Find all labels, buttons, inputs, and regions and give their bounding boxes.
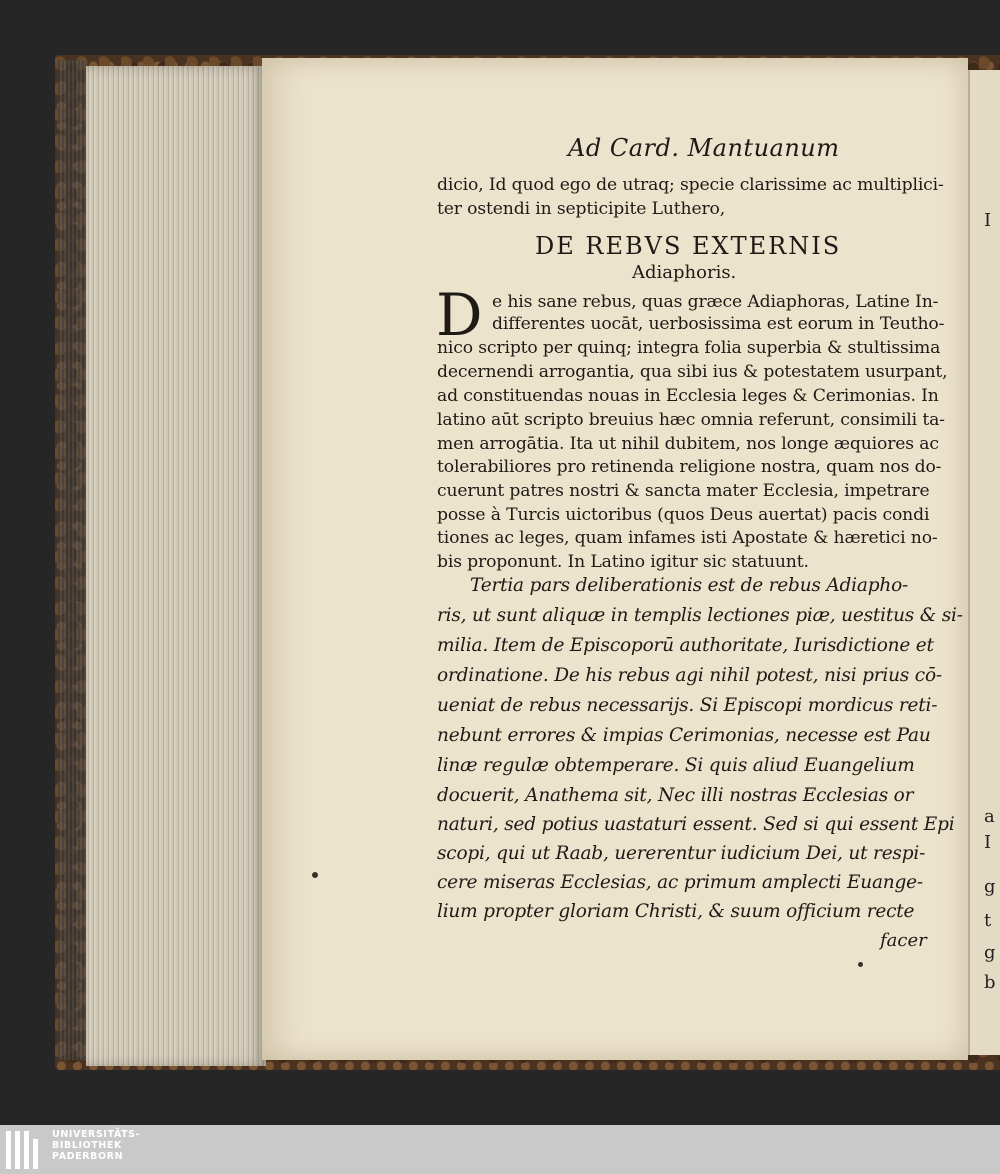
body-line: ad constituendas nouas in Ecclesia leges & Cerimonias. In: [437, 386, 939, 406]
intro-line: ter ostendi in septicipite Luthero,: [437, 199, 726, 219]
italic-line: Tertia pars deliberationis est de rebus Adiapho-: [470, 575, 909, 596]
library-name-line: UNIVERSITÄTS-: [52, 1129, 141, 1140]
italic-line: nebunt errores & impias Cerimonias, necesse est Pau: [437, 725, 931, 746]
italic-line: ris, ut sunt aliquæ in templis lectiones piæ, uestitus & si-: [437, 605, 963, 626]
next-page-mark: I: [984, 210, 992, 231]
italic-line: linæ regulæ obtemperare. Si quis aliud Euangelium: [437, 755, 915, 776]
body-line: tiones ac leges, quam infames isti Apostate & hæretici no-: [437, 528, 938, 548]
italic-line: cere miseras Ecclesias, ac primum amplecti Euange-: [437, 872, 923, 893]
italic-line: scopi, qui ut Raab, uererentur iudicium Dei, ut respi-: [437, 843, 926, 864]
next-page-mark: g: [984, 876, 996, 897]
running-head: Ad Card. Mantuanum: [568, 134, 840, 162]
body-line: cuerunt patres nostri & sancta mater Ecclesia, impetrare: [437, 481, 930, 501]
next-page-edge: [968, 70, 1000, 1055]
body-line: bis proponunt. In Latino igitur sic statuunt.: [437, 552, 809, 572]
italic-line: lium propter gloriam Christi, & suum officium recte: [437, 901, 915, 922]
paper-spot: [858, 962, 863, 967]
next-page-mark: I: [984, 832, 992, 853]
italic-line: naturi, sed potius uastaturi essent. Sed si qui essent Epi: [437, 814, 955, 835]
italic-line: ordinatione. De his rebus agi nihil potest, nisi prius cō-: [437, 665, 942, 686]
section-subheading: Adiaphoris.: [632, 262, 737, 283]
library-name-line: BIBLIOTHEK: [52, 1140, 122, 1151]
next-page-mark: a: [984, 806, 995, 827]
drop-cap: D: [436, 281, 483, 349]
intro-line: dicio, Id quod ego de utraq; specie clarissime ac multiplici-: [437, 175, 944, 195]
catchword: facer: [880, 930, 927, 951]
body-line: posse à Turcis uictoribus (quos Deus auertat) pacis condi: [437, 505, 930, 525]
paper-spot: [312, 872, 318, 878]
italic-line: ueniat de rebus necessarijs. Si Episcopi mordicus reti-: [437, 695, 938, 716]
next-page-mark: t: [984, 910, 992, 931]
italic-line: docuerit, Anathema sit, Nec illi nostras Ecclesias or: [437, 785, 914, 806]
section-heading: DE REBVS EXTERNIS: [535, 232, 842, 260]
body-line: e his sane rebus, quas græce Adiaphoras, Latine In-: [492, 292, 939, 312]
book-headband: [58, 60, 88, 1060]
italic-line: milia. Item de Episcoporū authoritate, Iurisdictione et: [437, 635, 934, 656]
library-logo-icon: [6, 1131, 44, 1169]
body-line: latino aūt scripto breuius hæc omnia referunt, consimili ta-: [437, 410, 945, 430]
body-line: nico scripto per quinq; integra folia superbia & stultissima: [437, 338, 941, 358]
page-fore-edge: [86, 66, 266, 1066]
body-line: differentes uocāt, uerbosissima est eorum in Teutho-: [492, 314, 945, 334]
body-line: tolerabiliores pro retinenda religione nostra, quam nos do-: [437, 457, 942, 477]
body-line: decernendi arrogantia, qua sibi ius & potestatem usurpant,: [437, 362, 948, 382]
footer-bar: [0, 1125, 1000, 1174]
library-name-line: PADERBORN: [52, 1151, 124, 1162]
next-page-mark: b: [984, 972, 996, 993]
next-page-mark: g: [984, 942, 996, 963]
body-line: men arrogātia. Ita ut nihil dubitem, nos longe æquiores ac: [437, 434, 939, 454]
